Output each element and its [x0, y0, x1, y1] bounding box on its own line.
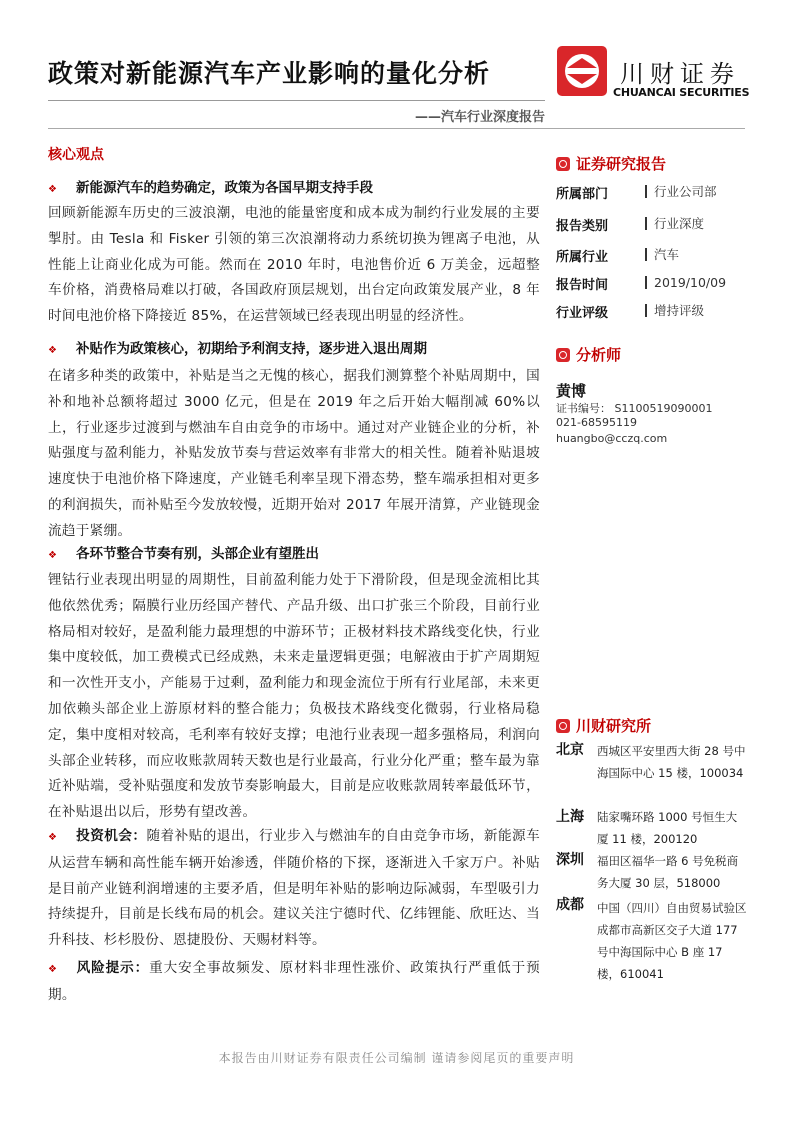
report-title: 政策对新能源汽车产业影响的量化分析 [48, 59, 491, 88]
info-value: 增持评级 [645, 304, 704, 317]
investment-paragraph [48, 824, 540, 954]
section-title-core-views: 核心观点 [48, 147, 104, 163]
risk-paragraph [48, 956, 540, 1009]
office-city: 成都 [556, 897, 584, 913]
bullet-heading [48, 176, 373, 196]
chuancai-logo-icon [556, 157, 570, 171]
bullet-heading-text: 各环节整合节奏有别，头部企业有望胜出 [76, 546, 319, 562]
analyst-title [556, 344, 621, 365]
info-label: 报告类别 [556, 219, 609, 234]
info-value: 行业深度 [645, 217, 704, 230]
info-label: 所属部门 [556, 187, 609, 202]
analyst-cert: 证书编号： S1100519090001 [556, 402, 713, 415]
paragraph: 回顾新能源车历史的三波浪潮，电池的能量密度和成本成为制约行业发展的主要掣肘。由 Tesla 和 Fisker 引领的第三次浪潮将动力系统切换为锂离子电池，从性能上让商业化成为可能。然而在 2010 年时，电池售价近 6 万美金，远超整车价格，消费格局难以打破，各国政府顶层规划，出台定向政策发展产业，8 年时间电池价格下降接近 85%，在运营领域已经表现出明显的经济性。 [48, 205, 540, 325]
office-address: 福田区福华一路 6 号免税商务大厦 30 层，518000 [597, 854, 739, 890]
info-label: 行业评级 [556, 306, 609, 321]
bullet-heading [48, 542, 319, 562]
analyst-name: 黄博 [556, 382, 587, 400]
investment-label: 投资机会： [76, 828, 147, 844]
info-label: 所属行业 [556, 250, 609, 265]
info-value: 2019/10/09 [645, 276, 726, 289]
analyst-phone: 021-68595119 [556, 416, 637, 429]
logo-name-cn: 川财证券 [620, 60, 740, 88]
diamond-bullet-icon: ❖ [48, 184, 57, 195]
analyst-title-text: 分析师 [576, 346, 622, 364]
diamond-bullet-icon: ❖ [48, 345, 57, 356]
office-address: 西城区平安里西大街 28 号中海国际中心 15 楼，100034 [597, 744, 746, 780]
chuancai-logo-icon [556, 719, 570, 733]
info-value: 汽车 [645, 248, 679, 261]
header-divider-bottom [48, 128, 745, 129]
risk-label: 风险提示： [76, 960, 150, 976]
office-city: 深圳 [556, 852, 584, 868]
risk-text: 重大安全事故频发、原材料非理性涨价、政策执行严重低于预期。 [48, 960, 540, 1003]
chuancai-logo-icon [556, 348, 570, 362]
bullet-heading-text: 补贴作为政策核心，初期给予利润支持，逐步进入退出周期 [76, 341, 427, 357]
report-subtitle: ——汽车行业深度报告 [414, 110, 545, 125]
bullet-heading-text: 新能源汽车的趋势确定，政策为各国早期支持手段 [76, 180, 373, 196]
chuancai-logo-icon [557, 46, 607, 96]
analyst-email[interactable]: huangbo@cczq.com [556, 432, 668, 445]
footer-disclaimer: 本报告由川财证券有限责任公司编制 谨请参阅尾页的重要声明 [218, 1051, 575, 1065]
institute-title-text: 川财研究所 [576, 717, 652, 735]
office-city: 上海 [556, 809, 584, 825]
diamond-bullet-icon: ❖ [48, 550, 57, 561]
institute-title [556, 715, 651, 736]
investment-text: 随着补贴的退出，行业步入与燃油车的自由竞争市场，新能源车从运营车辆和高性能车辆开始渗透，伴随价格的下探，逐渐进入千家万户。补贴是目前产业链利润增速的主要矛盾，但是明年补贴的影响边际减弱，车型吸引力持续提升，目前是长线布局的机会。建议关注宁德时代、亿纬锂能、欣旺达、当升科技、杉杉股份、恩捷股份、天赐材料等。 [48, 828, 540, 949]
office-address: 中国（四川）自由贸易试验区成都市高新区交子大道 177 号中海国际中心 B 座 17 楼，610041 [597, 901, 747, 981]
logo-name-en: CHUANCAI SECURITIES [613, 86, 750, 99]
paragraph: 锂钴行业表现出明显的周期性，目前盈利能力处于下滑阶段，但是现金流相比其他依然优秀；隔膜行业历经国产替代、产品升级、出口扩张三个阶段，目前行业格局相对较好，是盈利能力最理想的中游环节；正极材料技术路线变化快，行业集中度较低，加工费模式已经成熟，未来走量逻辑更强；电解液由于扩产周期短和一次性开支小，产能易于过剩，盈利能力和现金流位于所有行业尾部，未来更加依赖头部企业上游原材料的整合能力；负极技术路线变化微弱，行业格局稳定，集中度相对较高，毛利率有较好支撑；电池行业表现一超多强格局，利润向头部企业转移，而应收账款周转天数也是行业最高，行业分化严重；整车最为靠近补贴端，受补贴强度和发放节奏影响最大，目前是应收账款周转率最低环节，在补贴退出以后，形势有望改善。 [48, 572, 540, 821]
paragraph: 在诸多种类的政策中，补贴是当之无愧的核心，据我们测算整个补贴周期中，国补和地补总额将超过 3000 亿元，但是在 2019 年之后开始大幅削减 60%以上，行业逐步过渡到与燃油车自由竞争的市场中。通过对产业链企业的分析，补贴强度与盈利能力，补贴发放节奏与营运效率有非常大的相关性。随着补贴退坡速度快于电池价格下降速度，产业链毛利率呈现下滑态势，整车端承担相对更多的利润损失，而补贴至今发放较慢，近期开始对 2017 年展开清算，产业链现金流趋于紧绷。 [48, 368, 540, 539]
report-type-title [556, 153, 666, 174]
report-type-title-text: 证券研究报告 [576, 155, 667, 173]
header-divider [48, 100, 545, 101]
bullet-heading [48, 337, 427, 357]
office-address: 陆家嘴环路 1000 号恒生大厦 11 楼，200120 [597, 810, 738, 846]
diamond-bullet-icon: ❖ [48, 964, 58, 975]
info-label: 报告时间 [556, 278, 609, 293]
diamond-bullet-icon: ❖ [48, 832, 58, 843]
info-value: 行业公司部 [645, 185, 717, 198]
office-city: 北京 [556, 742, 584, 758]
